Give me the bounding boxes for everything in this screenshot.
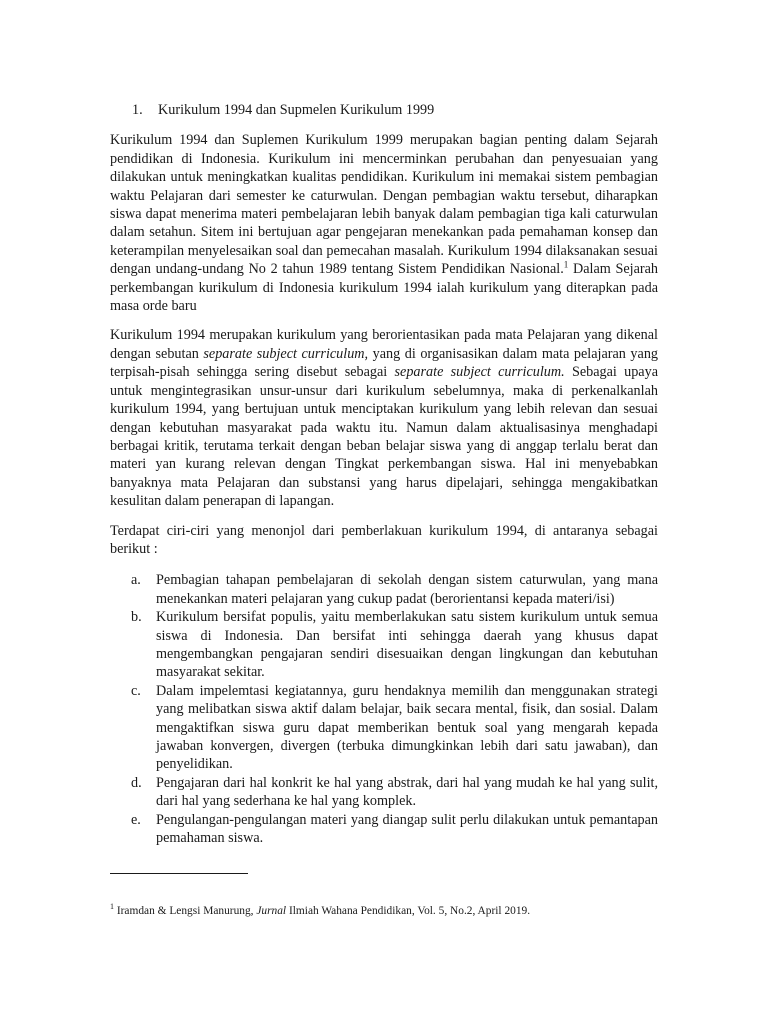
- paragraph-3-text: Terdapat ciri-ciri yang menonjol dari pemberlakuan kurikulum 1994, di antaranya sebagai berikut :: [110, 522, 658, 557]
- footnote: [110, 904, 670, 918]
- paragraph-3: [110, 522, 658, 559]
- footnote-text-a: Iramdan & Lengsi Manurung,: [114, 905, 257, 917]
- list-item: [110, 608, 658, 682]
- list-item: [110, 811, 658, 848]
- paragraph-1-text-a: Kurikulum 1994 dan Suplemen Kurikulum 1999 merupakan bagian penting dalam Sejarah pendidikan di Indonesia. Kurikulum ini mencerminkan perubahan dan penyesuaian yang dilakukan untuk meningkatkan kualitas pendidikan. Kurikulum ini memakai sistem pembagian waktu Pelajaran dari semester ke caturwulan. Dengan pembagian waktu tersebut, diharapkan siswa dapat menerima materi pembelajaran lebih banyak dalam pembagian tiga kali caturwulan dalam setahun. Sitem ini bertujuan agar pengejaran menekankan pada pemahaman konsep dan keterampilan menyelesaikan soal dan pemecahan masalah. Kurikulum 1994 dilaksanakan sesuai dengan undang-undang No 2 tahun 1989 tentang Sistem Pendidikan Nasional.: [110, 132, 658, 278]
- list-item: [110, 774, 658, 811]
- paragraph-2-italic-b: separate subject curriculum.: [394, 364, 565, 381]
- paragraph-1-text-b: Dalam Sejarah perkembangan kurikulum di Indonesia kurikulum 1994 ialah kurikulum yang diterapkan pada masa orde baru: [110, 261, 658, 315]
- list-marker: d.: [131, 774, 142, 791]
- list-item-text: Kurikulum bersifat populis, yaitu memberlakukan satu sistem kurikulum untuk semua siswa di Indonesia. Dan bersifat inti sehingga daerah yang khusus dapat mengembangkan pengajaran sendiri disesuaikan dengan lingkungan dan kebutuhan masyarakat sekitar.: [156, 609, 658, 681]
- paragraph-2-text-a: Kurikulum 1994 merupakan kurikulum yang berorientasikan pada mata Pelajaran yang dikenal dengan sebutan: [110, 327, 658, 362]
- section-heading: [110, 101, 658, 119]
- heading-text: Kurikulum 1994 dan Supmelen Kurikulum 1999: [158, 102, 435, 118]
- footnote-separator: [110, 873, 248, 874]
- list-item-text: Pengulangan-pengulangan materi yang diangap sulit perlu dilakukan untuk pemantapan pemahaman siswa.: [156, 811, 658, 847]
- paragraph-2-text-b: yang di organisasikan dalam mata pelajaran yang terpisah-pisah sehingga sering disebut sebagai: [110, 345, 659, 381]
- list-item: [110, 682, 658, 774]
- characteristics-list: [110, 571, 658, 847]
- list-marker: e.: [131, 811, 141, 828]
- list-item-text: Pengajaran dari hal konkrit ke hal yang abstrak, dari hal yang mudah ke hal yang sulit, dari hal yang sederhana ke hal yang komplek.: [156, 774, 658, 810]
- footnote-reference[interactable]: 1: [563, 259, 569, 270]
- footnote-marker: 1: [110, 902, 114, 912]
- list-item-text: Pembagian tahapan pembelajaran di sekolah dengan sistem caturwulan, yang mana menekankan materi pelajaran yang cukup padat (berorientansi kepada materi/isi): [156, 572, 658, 607]
- footnote-text-b: Ilmiah Wahana Pendidikan, Vol. 5, No.2, April 2019.: [286, 905, 531, 917]
- paragraph-2: [110, 326, 658, 510]
- list-marker: b.: [131, 609, 142, 626]
- footnote-italic: Jurnal: [256, 905, 287, 917]
- paragraph-2-italic-a: separate subject curriculum,: [203, 345, 369, 362]
- list-marker: c.: [131, 682, 141, 699]
- list-item-text: Dalam impelemtasi kegiatannya, guru hendaknya memilih dan menggunakan strategi yang melibatkan siswa aktif dalam belajar, baik secara mental, fisik, dan sosial. Dalam mengaktifkan siswa guru dapat memberikan bentuk soal yang mengarah kepada jawaban konvergen, divergen (terbuka dimungkinkan lebih dari satu jawaban), dan penyelidikan.: [156, 682, 658, 773]
- heading-number: 1.: [132, 102, 143, 118]
- paragraph-2-text-c: Sebagai upaya untuk mengintegrasikan unsur-unsur dari kurikulum sebelumnya, maka di perkenalkanlah kurikulum 1994, yang bertujuan untuk menciptakan kurikulum yang lebih relevan dan sesuai dengan kebutuhan masyarakat pada waktu itu. Namun dalam aktualisasinya menghadapi berbagai kritik, terutama terkait dengan beban belajar siswa yang di anggap terlalu berat dan materi yan kurang relevan dengan Tingkat perkembangan siswa. Hal ini menyebabkan banyaknya mata Pelajaran dan substansi yang harus dipelajari, sehingga mengakibatkan kesulitan dalam penerapan di lapangan.: [110, 364, 658, 510]
- list-item: [110, 571, 658, 608]
- paragraph-1: [110, 131, 658, 315]
- list-marker: a.: [131, 572, 141, 589]
- page-content: [110, 101, 658, 847]
